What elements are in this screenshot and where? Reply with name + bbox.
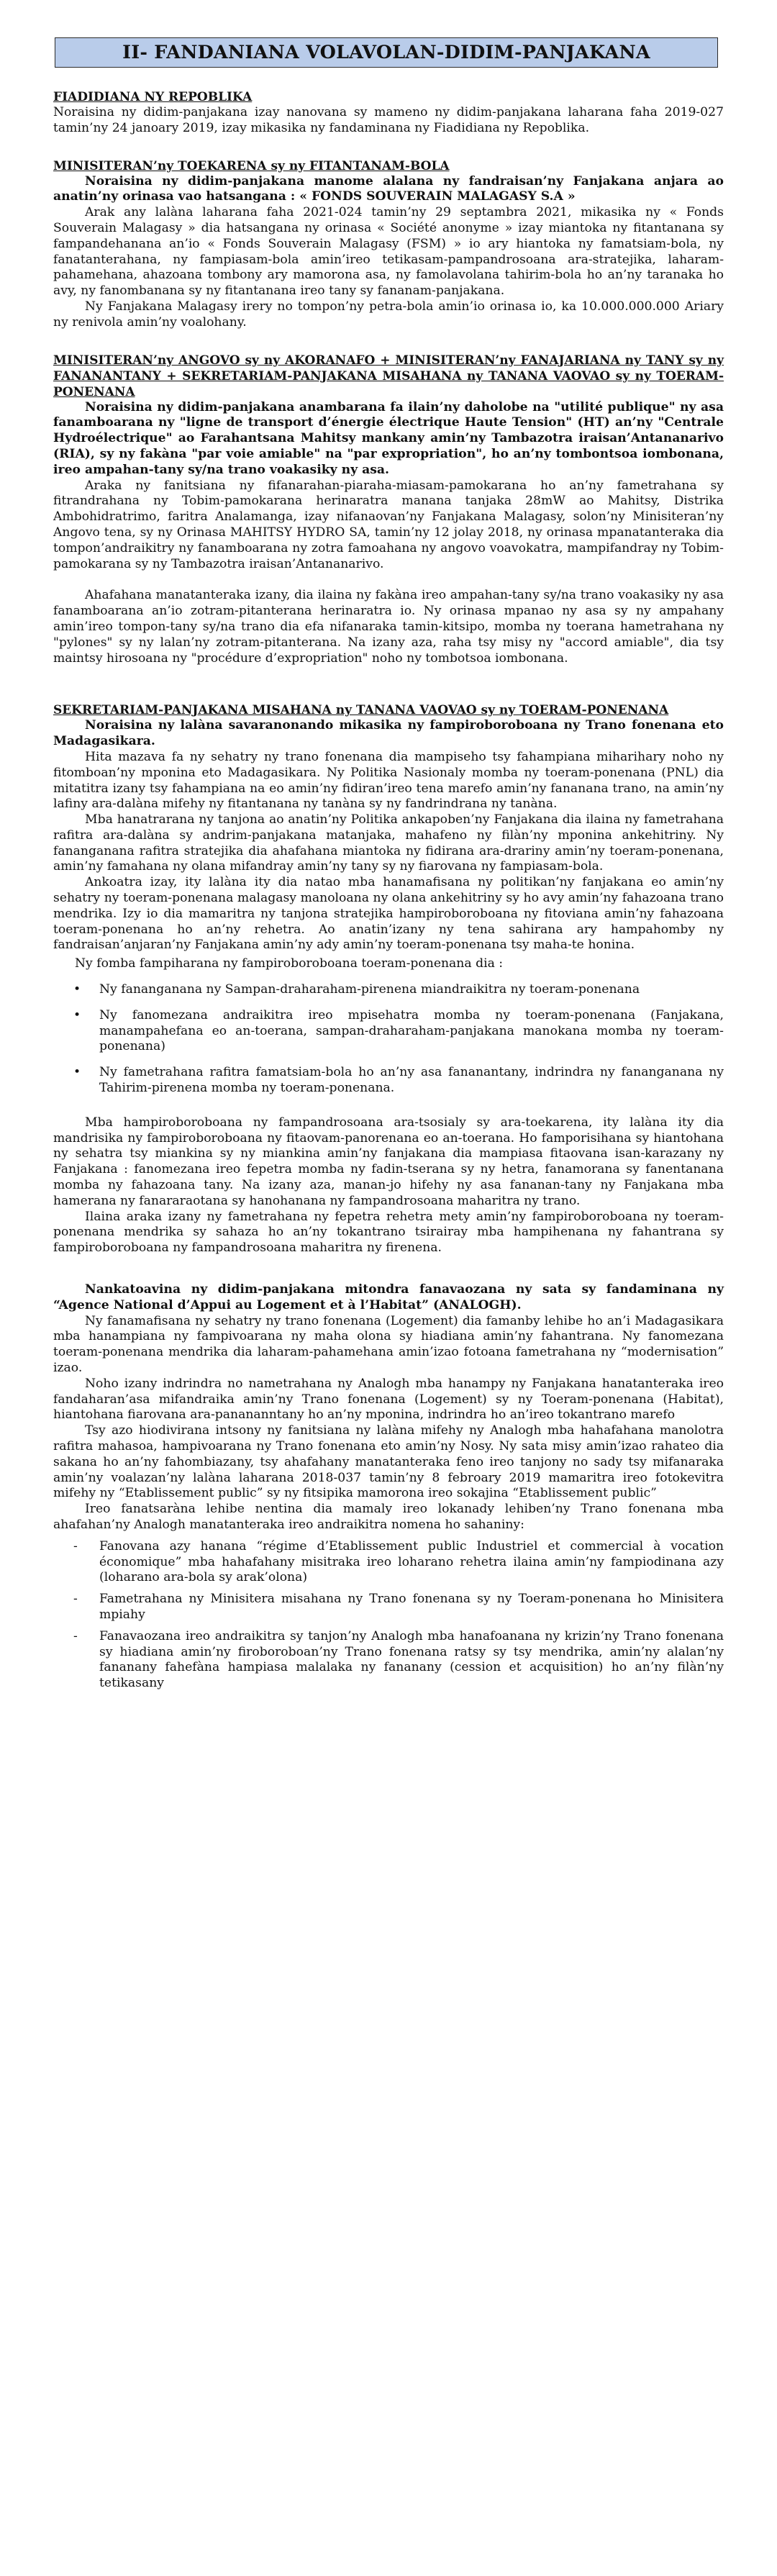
list-item-text: Ny fametrahana rafitra famatsiam-bola ho an’ny asa fananantany, indrindra ny fananganana ny Tahirim-pirenena momba ny toeram-ponenana. (99, 1065, 724, 1096)
section-energy-land-housing (53, 353, 724, 667)
section-presidency (53, 89, 724, 137)
paragraph: Mba hampiroboroboana ny fampandrosoana ara-tsosialy sy ara-toekarena, ity lalàna ity dia mandrisika ny fampiroboroboana ny fitaovam-panorenana eo an-toerana. Ho famporisihana sy hiantohana ny sehatra tsy miankina sy ny miankina amin’ny fanjakana dia mampiasa fitaovana isan-karazany ny Fanjakana : fanomezana ireo fepetra momba ny fadin-tserana sy ny hetra, fanamorana sy fanentanana momba ny fahazoana tany. Na izany aza, manan-jo hifehy ny asa fananan-tany ny Fanjakana mba hamerana ny fanararaotana sy hanohanana ny fampandrosoana maharitra ny trano. (53, 1115, 724, 1208)
paragraph: Ny Fanjakana Malagasy irery no tompon’ny petra-bola amin’io orinasa io, ka 10.000.000.000 Ariary ny renivola amin’ny voalohany. (53, 299, 724, 330)
paragraph: Ny fanamafisana ny sehatry ny trano fonenana (Logement) dia famanby lehibe ho an’i Madagasikara mba hanampiana ny fampivoarana ny maha olona sy hiadiana amin’ny fahantrana. Ny fanomezana toeram-ponenana mendrika dia laharam-pahamehana amin’izao fotoana fametrahana ny “modernisation” izao. (53, 1313, 724, 1375)
decree-lead: Nankatoavina ny didim-panjakana mitondra fanavaozana ny sata sy fandaminana ny “Agence National d’Appui au Logement et à l’Habitat” (ANALOGH). (53, 1282, 724, 1312)
list-item-text: Fanavaozana ireo andraikitra sy tanjon’ny Analogh mba hanafoanana ny krizin’ny Trano fonenana sy hiadiana amin’ny firoboroboan’ny Trano fonenana ratsy sy tsy mendrika, amin’ny alalan’ny fananany fahefàna hampiasa malalaka ny fananany (cession et acquisition) ho an’ny filàn’ny tetikasany (99, 1628, 724, 1691)
bullet-list (53, 982, 724, 1097)
section-new-cities-housing (53, 702, 724, 1256)
dash-icon: - (73, 1592, 78, 1607)
dash-icon: - (73, 1628, 78, 1643)
list-intro: Ny fomba fampiharana ny fampiroboroboana toeram-ponenana dia : (75, 956, 504, 971)
paragraph: Mba hanatrarana ny tanjona ao anatin’ny Politika ankapoben’ny Fanjakana dia ilaina ny fametrahana rafitra ara-dalàna sy andrim-panjakana matanjaka, mahafeno ny filàn’ny mponina ankehitriny. Ny fananganana rafitra stratejika dia ahafahana miantoka ny fidirana ara-drariny amin’ny toeram-ponenana, amin’ny famahana ny olana mifandray amin’ny tany sy ny fiarovana ny fampiasam-bola. (53, 812, 724, 874)
decree-lead: Noraisina ny didim-panjakana manome alalana ny fandraisan’ny Fanjakana anjara ao anatin’ny orinasa vao hatsangana : « FONDS SOUVERAIN MALAGASY S.A » (53, 173, 724, 204)
paragraph: Hita mazava fa ny sehatry ny trano fonenana dia mampiseho tsy fahampiana miharihary noho ny fitomboan’ny mponina eto Madagasikara. Ny Politika Nasionaly momba ny toeram-ponenana (PNL) dia mitatitra izany tsy fahampiana na eo amin’ny fidiran’ireo tena marefo amin’ny fananana trano, na amin’ny lafiny ara-dalàna mifehy ny fitantanana ny tanàna sy ny fandrindrana ny tanàna. (53, 749, 724, 812)
bullet-icon: • (73, 1065, 81, 1080)
list-item (53, 982, 724, 998)
paragraph: Tsy azo hiodivirana intsony ny fanitsiana ny lalàna mifehy ny Analogh mba hahafahana manolotra rafitra mahasoa, hampivoarana ny Trano fonenana eto amin’ny Nosy. Ny sata misy amin’izao rahateo dia sakana ho an’ny fahombiazany, tsy ahafahany manatanteraka feno ireo tanjony no sady tsy mifanaraka amin’ny voalazan’ny lalàna laharana 2018-037 tamin’ny 8 febroary 2019 mamaritra ireo fotokevitra mifehy ny “Etablissement public” sy ny fitsipika mamorona ireo sokajina “Etablissement public” (53, 1423, 724, 1501)
list-item (53, 1539, 724, 1586)
section-economy-finance (53, 158, 724, 331)
section-analogh (53, 1282, 724, 1692)
paragraph: Noraisina ny didim-panjakana izay nanovana sy mameno ny didim-panjakana laharana faha 2019-027 tamin’ny 24 janoary 2019, izay mikasika ny fandaminana ny Fiadidiana ny Repoblika. (53, 105, 724, 135)
list-item (53, 1592, 724, 1623)
section-title: SEKRETARIAM-PANJAKANA MISAHANA ny TANANA VAOVAO sy ny TOERAM-PONENANA (53, 703, 669, 718)
paragraph: Ankoatra izay, ity lalàna ity dia natao mba hanamafisana ny politikan’ny fanjakana eo amin’ny sehatry ny toeram-ponenana malagasy manoloana ny olana ankehitriny sy ho avy amin’ny fahazoana trano mendrika. Izy io dia mamaritra ny tanjona stratejika hampiroboroboana ny fitoviana amin’ny fahazoana toeram-ponenana ho an’ny rehetra. Ao anatin’izany ny tena sahirana ary hampahomby ny fandraisan’anjaran’ny Fanjakana amin’ny ady amin’ny toeram-ponenana tsy maha-te honina. (53, 875, 724, 953)
paragraph: Arak any lalàna laharana faha 2021-024 tamin’ny 29 septambra 2021, mikasika ny « Fonds Souverain Malagasy » dia hatsangana ny orinasa « Société anonyme » izay miantoka ny fitantanana sy fampandehanana an’io « Fonds Souverain Malagasy (FSM) » io ary hiantoka ny famatsiam-bola, ny fanatanterahana, ny fampiasam-bola amin’ireo tetikasam-pampandrosoana ara-stratejika, laharam-pahamehana, ahazoana tombony ary mamorona asa, ny famolavolana tahirim-bola ho an’ny taranaka ho avy, ny fanombanana sy ny fitantanana ireo tany sy fananam-panjakana. (53, 205, 724, 299)
section-title: FIADIDIANA NY REPOBLIKA (53, 90, 253, 104)
paragraph: Araka ny fanitsiana ny fifanarahan-piaraha-miasam-pamokarana ho an’ny fametrahana sy fitrandrahana ny Tobim-pamokarana herinaratra manana tanjaka 28mW ao Mahitsy, Distrika Ambohidratrimo, faritra Analamanga, izay nifanaovan’ny Fanjakana Malagasy, solon’ny Minisiteran’ny Angovo tena, sy ny Orinasa MAHITSY HYDRO SA, tamin’ny 12 jolay 2018, ny orinasa mpanatanteraka dia tompon’andraikitry ny fanamboarana ny zotra famoahana ny angovo voavokatra, mampifandray ny Tobim-pamokarana sy ny Tambazotra iraisan’Antananarivo. (53, 478, 724, 571)
paragraph: Ahafahana manatanteraka izany, dia ilaina ny fakàna ireo ampahan-tany sy/na trano voakasiky ny asa fanamboarana an’io zotram-pitanterana herinaratra io. Ny orinasa mpanao ny asa sy ny ampahany amin’ireo tompon-tany sy/na trano dia efa nifanaraka tamin-kitsipo, momba ny toerana hametrahana ny "pylones" sy ny lalan’ny zotram-pitanterana. Na izany aza, raha tsy misy ny "accord amiable", dia tsy maintsy hirosoana ny "procédure d’expropriation" noho ny tombotsoa iombonana. (53, 588, 724, 666)
decree-lead: Noraisina ny lalàna savaranonando mikasika ny fampiroboroboana ny Trano fonenana eto Madagasikara. (53, 718, 724, 749)
section-title: MINISITERAN’ny ANGOVO sy ny AKORANAFO + MINISITERAN’ny FANAJARIANA ny TANY sy ny FANANANTANY + SEKRETARIAM-PANJAKANA MISAHANA ny TANANA VAOVAO sy ny TOERAM-PONENANA (53, 353, 724, 399)
dash-list (53, 1539, 724, 1692)
list-item-text: Fametrahana ny Minisitera misahana ny Trano fonenana sy ny Toeram-ponenana ho Minisitera mpiahy (99, 1592, 724, 1622)
section-heading-banner: II- FANDANIANA VOLAVOLAN-DIDIM-PANJAKANA (55, 37, 718, 68)
list-item (53, 1008, 724, 1055)
list-item-text: Ny fanomezana andraikitra ireo mpisehatra momba ny toeram-ponenana (Fanjakana, manampahefana eo an-toerana, sampan-draharaham-panjakana manokana momba ny toeram-ponenana) (99, 1007, 724, 1054)
section-title: MINISITERAN’ny TOEKARENA sy ny FITANTANAM-BOLA (53, 158, 450, 173)
list-item (53, 1629, 724, 1692)
list-item-text: Ny fananganana ny Sampan-draharaham-pirenena miandraikitra ny toeram-ponenana (99, 982, 640, 997)
bullet-icon: • (73, 982, 81, 997)
list-item (53, 1065, 724, 1097)
decree-lead: Noraisina ny didim-panjakana anambarana fa ilain’ny daholobe na "utilité publique" ny asa fanamboarana ny "ligne de transport d’énergie électrique Haute Tension" (HT) an’ny "Centrale Hydroélectrique" ao Farahantsana Mahitsy mankany amin’ny Tambazotra iraisan’Antananarivo (RIA), sy ny fakàna "par voie amiable" na "par expropriation", ho an’ny tombontsoa iombonana, ireo ampahan-tany sy/na trano voakasiky ny asa. (53, 399, 724, 477)
paragraph: Noho izany indrindra no nametrahana ny Analogh mba hanampy ny Fanjakana hanatanteraka ireo fandaharan’asa mifandraika amin’ny Trano fonenana (Logement) sy ny Toeram-ponenana (Habitat), hiantohana fiarovana ara-panananntany ho an’ny mponina, indrindra ho an’ireo tokantrano marefo (53, 1376, 724, 1423)
bullet-icon: • (73, 1007, 81, 1022)
dash-icon: - (73, 1538, 78, 1554)
paragraph: Ilaina araka izany ny fametrahana ny fepetra rehetra mety amin’ny fampiroboroboana ny toeram-ponenana mendrika sy sahaza ho an’ny tokantrano tsirairay mba hampihenana ny fahantrana sy fampiroboroboana ny fampandrosoana maharitra ny firenena. (53, 1209, 724, 1256)
paragraph: Ireo fanatsaràna lehibe nentina dia mamaly ireo lokanady lehiben’ny Trano fonenana mba ahafahan’ny Analogh manatanteraka ireo andraikitra nomena ho sahaniny: (53, 1502, 724, 1532)
document-page (53, 37, 724, 1697)
list-item-text: Fanovana azy hanana “régime d’Etablissement public Industriel et commercial à vocation économique” mba hahafahany misitraka ireo loharano rehetra ilaina amin’ny fampiodinana azy (loharano ara-bola sy arak’olona) (99, 1538, 724, 1585)
